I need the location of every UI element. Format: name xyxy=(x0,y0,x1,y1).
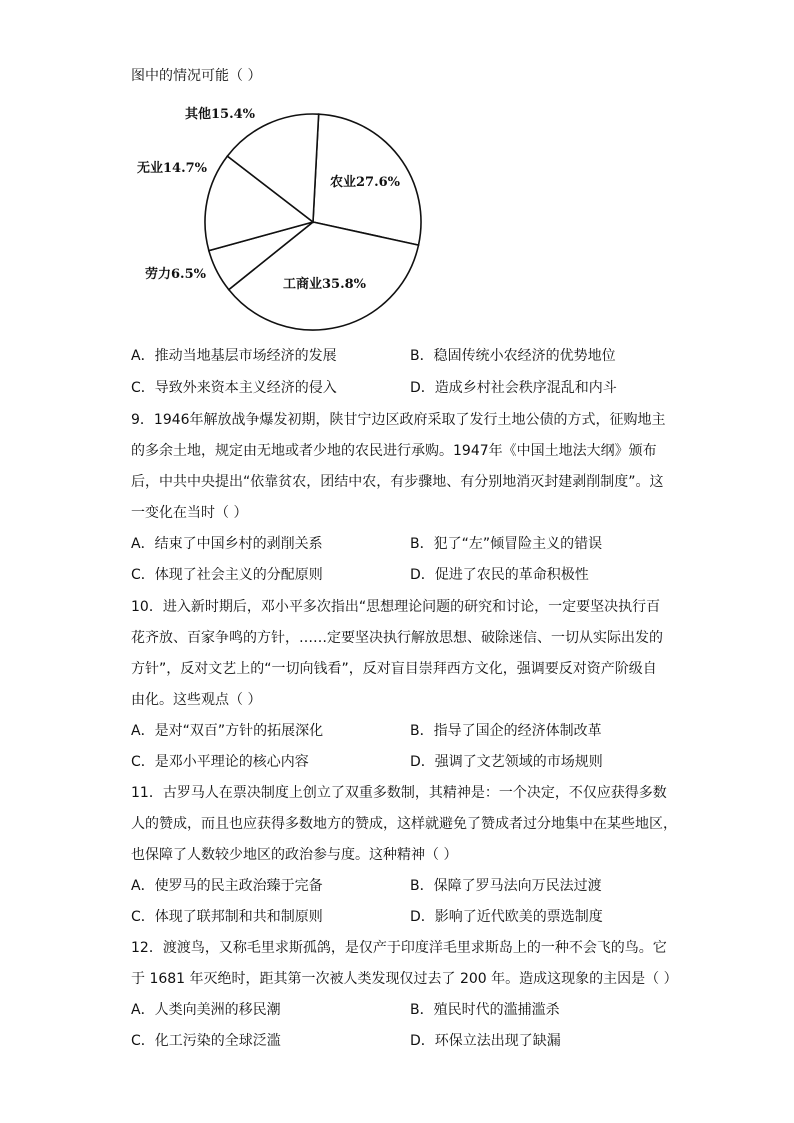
q10-line: 10．进入新时期后，邓小平多次指出“思想理论问题的研究和讨论，一定要坚决执行百 xyxy=(131,599,661,615)
q9-option-d[interactable]: D．促进了农民的革命积极性 xyxy=(410,567,589,583)
pie-label-4: 无业14.7% xyxy=(137,161,208,176)
q9-line: 的多余土地，规定由无地或者少地的农民进行承购。1947年《中国土地法大纲》颁布 xyxy=(131,443,657,459)
q11-line: 也保障了人数较少地区的政治参与度。这种精神（ ） xyxy=(131,847,458,863)
q9-line: 后，中共中央提出“依靠贫农，团结中农，有步骤地、有分别地消灭封建剥削制度”。这 xyxy=(131,474,664,490)
q8-option-b[interactable]: B．稳固传统小农经济的优势地位 xyxy=(410,348,616,364)
pie-label-2: 工商业35.8% xyxy=(283,277,367,292)
q10-option-c[interactable]: C．是邓小平理论的核心内容 xyxy=(131,754,309,770)
q11-option-b[interactable]: B．保障了罗马法向万民法过渡 xyxy=(410,878,602,894)
q12-option-d[interactable]: D．环保立法出现了缺漏 xyxy=(410,1033,561,1049)
q8-option-a[interactable]: A．推动当地基层市场经济的发展 xyxy=(131,348,337,364)
q10-option-a[interactable]: A．是对“双百”方针的拓展深化 xyxy=(131,723,324,739)
q10-option-d[interactable]: D．强调了文艺领域的市场规则 xyxy=(410,754,603,770)
pie-chart xyxy=(125,92,425,342)
q12-option-c[interactable]: C．化工污染的全球泛滥 xyxy=(131,1033,281,1049)
q10-option-b[interactable]: B．指导了国企的经济体制改革 xyxy=(410,723,602,739)
pie-label-1: 农业27.6% xyxy=(330,175,401,190)
q11-option-c[interactable]: C．体现了联邦制和共和制原则 xyxy=(131,909,323,925)
q9-option-a[interactable]: A．结束了中国乡村的剥削关系 xyxy=(131,536,323,552)
q8-stem-tail: 图中的情况可能（ ） xyxy=(131,68,262,84)
q9-option-c[interactable]: C．体现了社会主义的分配原则 xyxy=(131,567,323,583)
q9-line: 一变化在当时（ ） xyxy=(131,505,248,521)
q8-option-d[interactable]: D．造成乡村社会秩序混乱和内斗 xyxy=(410,380,617,396)
q8-option-c[interactable]: C．导致外来资本主义经济的侵入 xyxy=(131,380,337,396)
q12-line: 于 1681 年灭绝时，距其第一次被人类发现仅过去了 200 年。造成这现象的主因是（ ） xyxy=(131,971,678,987)
q9-line: 9．1946年解放战争爆发初期，陕甘宁边区政府采取了发行土地公债的方式，征购地主 xyxy=(131,412,666,428)
q9-option-b[interactable]: B．犯了“左”倾冒险主义的错误 xyxy=(410,536,603,552)
pie-label-3: 劳力6.5% xyxy=(145,267,206,282)
q11-line: 人的赞成，而且也应获得多数地方的赞成，这样就避免了赞成者过分地集中在某些地区， xyxy=(131,816,677,832)
q11-option-a[interactable]: A．使罗马的民主政治臻于完备 xyxy=(131,878,323,894)
q11-line: 11．古罗马人在票决制度上创立了双重多数制，其精神是：一个决定，不仅应获得多数 xyxy=(131,785,667,801)
q12-option-a[interactable]: A．人类向美洲的移民潮 xyxy=(131,1002,281,1018)
pie-slices xyxy=(205,114,421,330)
q11-option-d[interactable]: D．影响了近代欧美的票选制度 xyxy=(410,909,603,925)
q10-line: 花齐放、百家争鸣的方针，……定要坚决执行解放思想、破除迷信、一切从实际出发的 xyxy=(131,630,663,646)
q12-option-b[interactable]: B．殖民时代的滥捕滥杀 xyxy=(410,1002,560,1018)
pie-label-5: 其他15.4% xyxy=(185,107,256,122)
q10-line: 由化。这些观点（ ） xyxy=(131,692,262,708)
q12-line: 12．渡渡鸟，又称毛里求斯孤鸽，是仅产于印度洋毛里求斯岛上的一种不会飞的鸟。它 xyxy=(131,940,667,956)
q10-line: 方针”，反对文艺上的“一切向钱看”，反对盲目崇拜西方文化，强调要反对资产阶级自 xyxy=(131,661,657,677)
